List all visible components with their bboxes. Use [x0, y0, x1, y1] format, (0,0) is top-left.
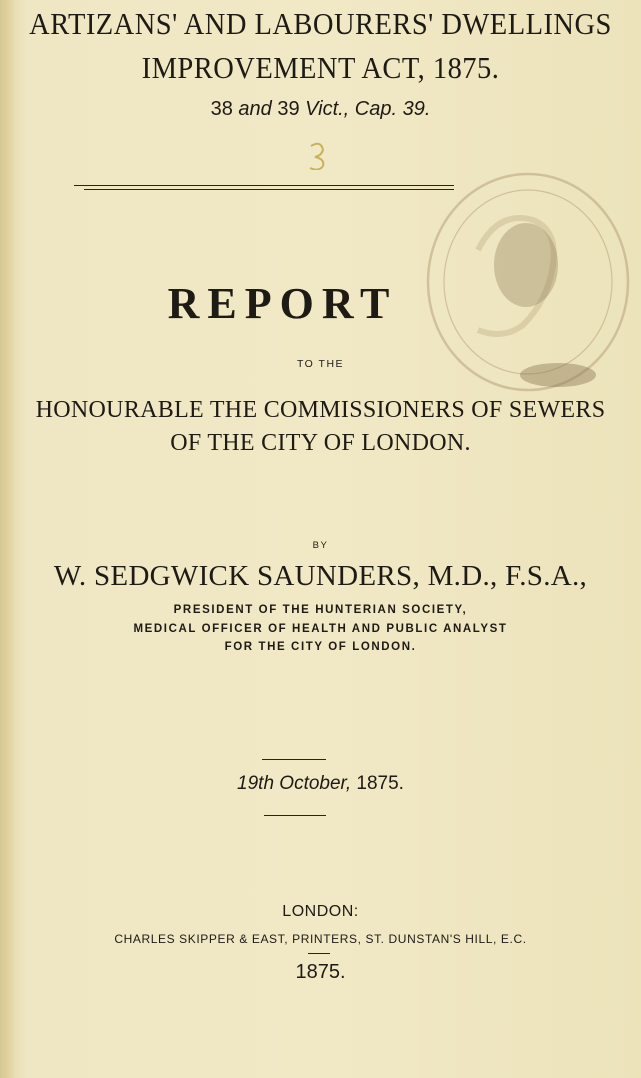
act-title-line-1: ARTIZANS' AND LABOURERS' DWELLINGS: [29, 6, 612, 41]
act-reference: [0, 98, 641, 121]
act-ref-cap: Cap. 39.: [354, 98, 431, 120]
author-name: W. SEDGWICK SAUNDERS, M.D., F.S.A.,: [53, 560, 588, 592]
pencil-numeral-mark: [306, 140, 328, 170]
top-rule-thin: [84, 189, 454, 190]
act-ref-number-1: 38: [210, 98, 233, 120]
imprint-rule: [308, 953, 330, 954]
credential-line-3: FOR THE CITY OF LONDON.: [224, 641, 417, 653]
date-rule-above: [262, 759, 326, 760]
date-year: 1875.: [356, 773, 404, 794]
act-title-line-2: IMPROVEMENT ACT, 1875.: [141, 50, 500, 85]
date-day: 19th: [237, 773, 275, 794]
date-line: [0, 773, 641, 795]
act-ref-number-2: 39: [277, 98, 300, 120]
credential-line-1: PRESIDENT OF THE HUNTERIAN SOCIETY,: [173, 604, 468, 616]
credential-line-2: MEDICAL OFFICER OF HEALTH AND PUBLIC ANALYST: [133, 623, 508, 635]
date-rule-below: [264, 815, 326, 816]
addressee-line-2: OF THE CITY OF LONDON.: [170, 430, 471, 456]
imprint-year: 1875.: [295, 961, 346, 983]
imprint-place: LONDON:: [282, 903, 359, 920]
top-rule: [74, 185, 454, 186]
report-heading: REPORT: [167, 279, 398, 328]
date-month: October,: [279, 773, 352, 794]
imprint-printer: CHARLES SKIPPER & EAST, PRINTERS, ST. DUNSTAN'S HILL, E.C.: [114, 932, 527, 946]
to-the-label: TO THE: [296, 358, 345, 370]
act-ref-and: and: [238, 98, 272, 120]
addressee-line-1: HONOURABLE THE COMMISSIONERS OF SEWERS: [35, 397, 606, 423]
by-label: BY: [312, 540, 329, 551]
act-ref-vict: Vict.,: [305, 98, 350, 120]
